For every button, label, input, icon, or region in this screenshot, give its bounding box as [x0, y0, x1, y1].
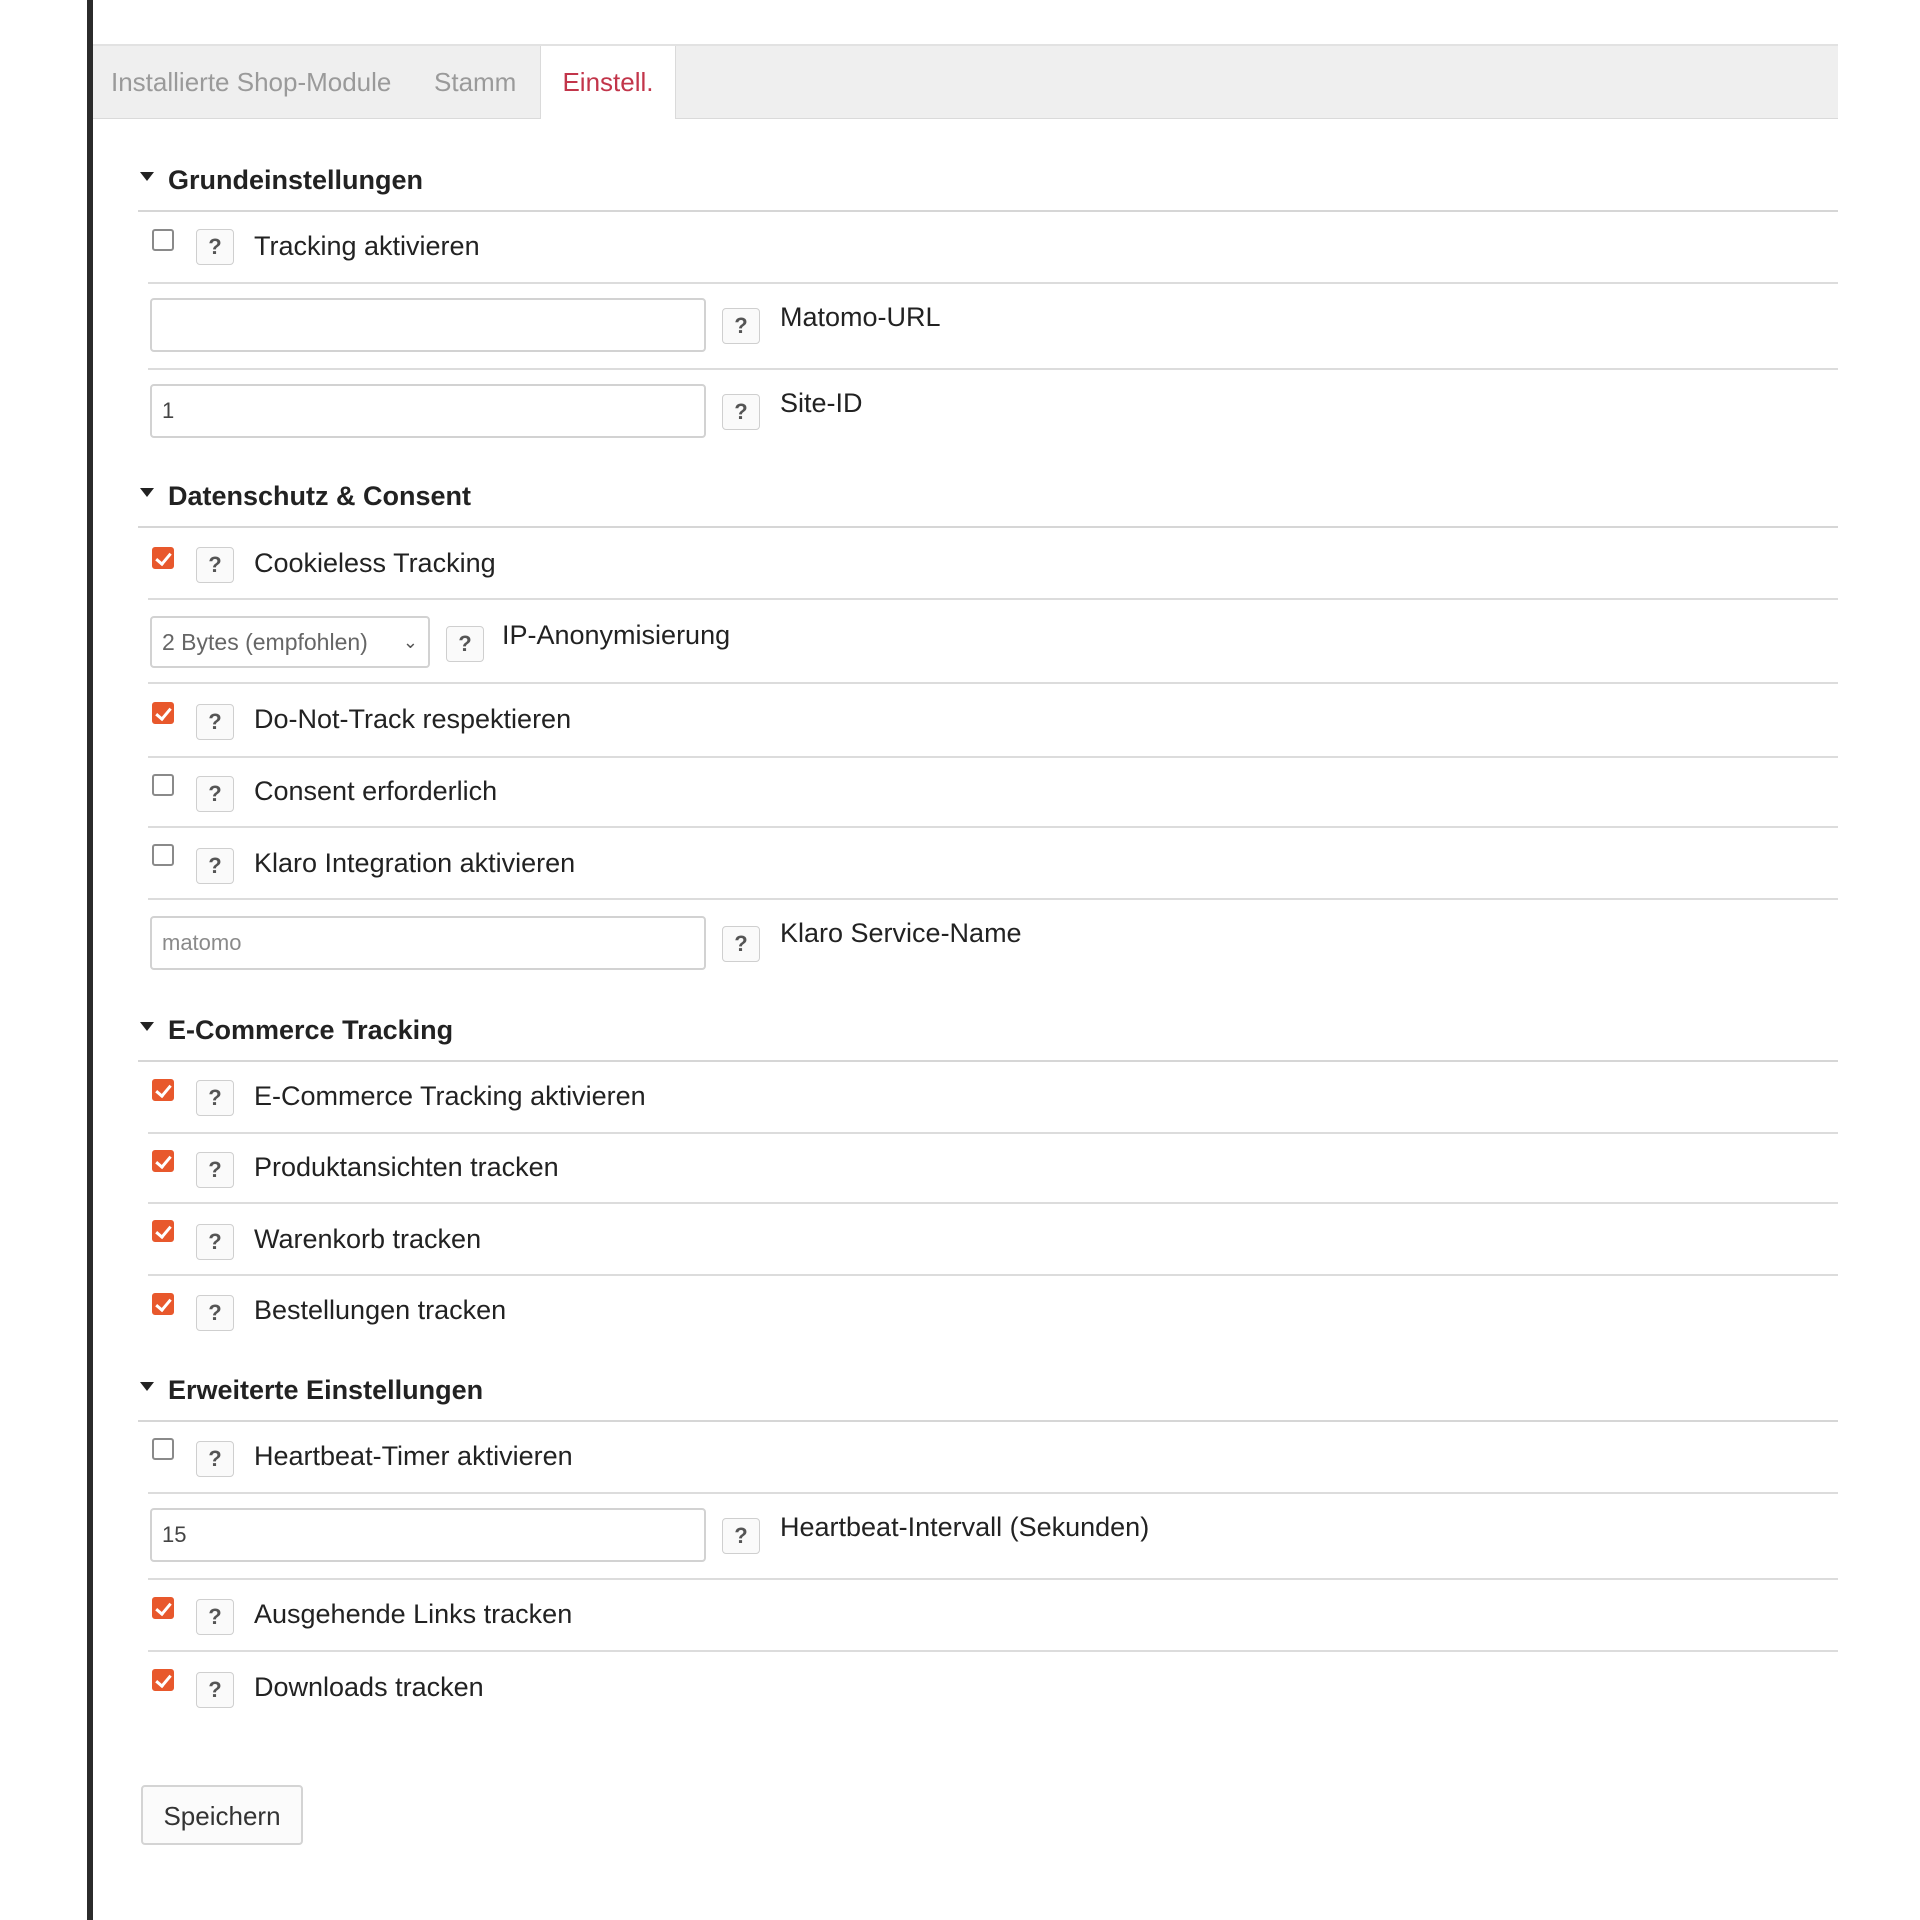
warenkorb-checkbox[interactable]: [152, 1220, 174, 1242]
help-icon[interactable]: ?: [196, 1295, 234, 1331]
ausgehende-links-checkbox[interactable]: [152, 1597, 174, 1619]
setting-row-consent-erforderlich: [148, 758, 1838, 828]
save-button[interactable]: Speichern: [141, 1785, 303, 1845]
tab-stamm[interactable]: Stamm: [434, 67, 517, 97]
do-not-track-checkbox[interactable]: [152, 702, 174, 724]
help-icon[interactable]: ?: [196, 704, 234, 740]
setting-label: Produktansichten tracken: [254, 1152, 559, 1182]
help-icon[interactable]: ?: [446, 626, 484, 662]
setting-label: Warenkorb tracken: [254, 1224, 482, 1254]
matomo-url-input[interactable]: [150, 298, 706, 352]
ip-anonymisierung-select[interactable]: [150, 616, 430, 668]
setting-label: Heartbeat-Intervall (Sekunden): [780, 1512, 1150, 1542]
setting-label: Do-Not-Track respektieren: [254, 704, 572, 734]
help-icon[interactable]: ?: [196, 1599, 234, 1635]
help-icon[interactable]: ?: [196, 1441, 234, 1477]
help-icon[interactable]: ?: [722, 1518, 760, 1554]
klaro-integration-checkbox[interactable]: [152, 844, 174, 866]
setting-label: Matomo-URL: [780, 302, 941, 332]
cookieless-tracking-checkbox[interactable]: [152, 547, 174, 569]
setting-row-ip-anonymisierung: [148, 600, 1838, 684]
caret-down-icon: [140, 1382, 154, 1391]
setting-row-warenkorb: [148, 1204, 1838, 1276]
setting-row-matomo-url: [148, 284, 1838, 370]
setting-label: Heartbeat-Timer aktivieren: [254, 1441, 573, 1471]
setting-row-produktansichten: [148, 1134, 1838, 1204]
produktansichten-checkbox[interactable]: [152, 1150, 174, 1172]
setting-label: Cookieless Tracking: [254, 548, 496, 578]
help-icon[interactable]: ?: [722, 926, 760, 962]
help-icon[interactable]: ?: [722, 394, 760, 430]
tab-einstell[interactable]: Einstell.: [540, 46, 676, 119]
help-icon[interactable]: ?: [196, 1080, 234, 1116]
section-header-ecommerce-tracking[interactable]: [138, 1002, 1838, 1062]
setting-label: Tracking aktivieren: [254, 231, 480, 261]
caret-down-icon: [140, 172, 154, 181]
bestellungen-checkbox[interactable]: [152, 1293, 174, 1315]
heartbeat-timer-checkbox[interactable]: [152, 1438, 174, 1460]
heartbeat-intervall-input[interactable]: [150, 1508, 706, 1562]
setting-label: IP-Anonymisierung: [502, 620, 731, 650]
tracking-aktivieren-checkbox[interactable]: [152, 229, 174, 251]
help-icon[interactable]: ?: [196, 848, 234, 884]
left-frame-border: [87, 0, 93, 1920]
ecommerce-aktivieren-checkbox[interactable]: [152, 1079, 174, 1101]
setting-row-do-not-track: [148, 684, 1838, 758]
setting-label: Klaro Integration aktivieren: [254, 848, 576, 878]
help-icon[interactable]: ?: [196, 1224, 234, 1260]
help-icon[interactable]: ?: [196, 229, 234, 265]
site-id-input[interactable]: [150, 384, 706, 438]
section-header-erweiterte-einstellungen[interactable]: [138, 1362, 1838, 1422]
setting-label: E-Commerce Tracking aktivieren: [254, 1081, 646, 1111]
setting-row-cookieless-tracking: [148, 528, 1838, 600]
setting-row-klaro-integration: [148, 828, 1838, 900]
setting-label: Klaro Service-Name: [780, 918, 1022, 948]
help-icon[interactable]: ?: [196, 547, 234, 583]
caret-down-icon: [140, 488, 154, 497]
section-header-grundeinstellungen[interactable]: [138, 152, 1838, 212]
help-icon[interactable]: ?: [196, 1152, 234, 1188]
setting-row-ecommerce-aktivieren: [148, 1062, 1838, 1134]
tab-bar: [93, 44, 1838, 119]
section-title: Datenschutz & Consent: [168, 481, 472, 511]
setting-label: Bestellungen tracken: [254, 1295, 507, 1325]
setting-label: Downloads tracken: [254, 1672, 484, 1702]
section-title: Grundeinstellungen: [168, 165, 424, 195]
help-icon[interactable]: ?: [196, 1672, 234, 1708]
help-icon[interactable]: ?: [722, 308, 760, 344]
caret-down-icon: [140, 1022, 154, 1031]
setting-row-heartbeat-intervall: [148, 1494, 1838, 1580]
tab-installierte-shop-module[interactable]: Installierte Shop-Module: [111, 67, 392, 97]
consent-erforderlich-checkbox[interactable]: [152, 774, 174, 796]
chevron-down-icon: ⌄: [397, 618, 418, 666]
setting-label: Ausgehende Links tracken: [254, 1599, 573, 1629]
setting-row-ausgehende-links: [148, 1580, 1838, 1652]
section-title: E-Commerce Tracking: [168, 1015, 454, 1045]
section-title: Erweiterte Einstellungen: [168, 1375, 484, 1405]
help-icon[interactable]: ?: [196, 776, 234, 812]
downloads-checkbox[interactable]: [152, 1669, 174, 1691]
setting-row-tracking-aktivieren: [148, 212, 1838, 284]
klaro-service-name-input[interactable]: [150, 916, 706, 970]
section-header-datenschutz-consent[interactable]: [138, 468, 1838, 528]
select-value: 2 Bytes (empfohlen): [162, 629, 368, 655]
setting-label: Consent erforderlich: [254, 776, 498, 806]
setting-row-heartbeat-timer: [148, 1422, 1838, 1494]
setting-label: Site-ID: [780, 388, 863, 418]
